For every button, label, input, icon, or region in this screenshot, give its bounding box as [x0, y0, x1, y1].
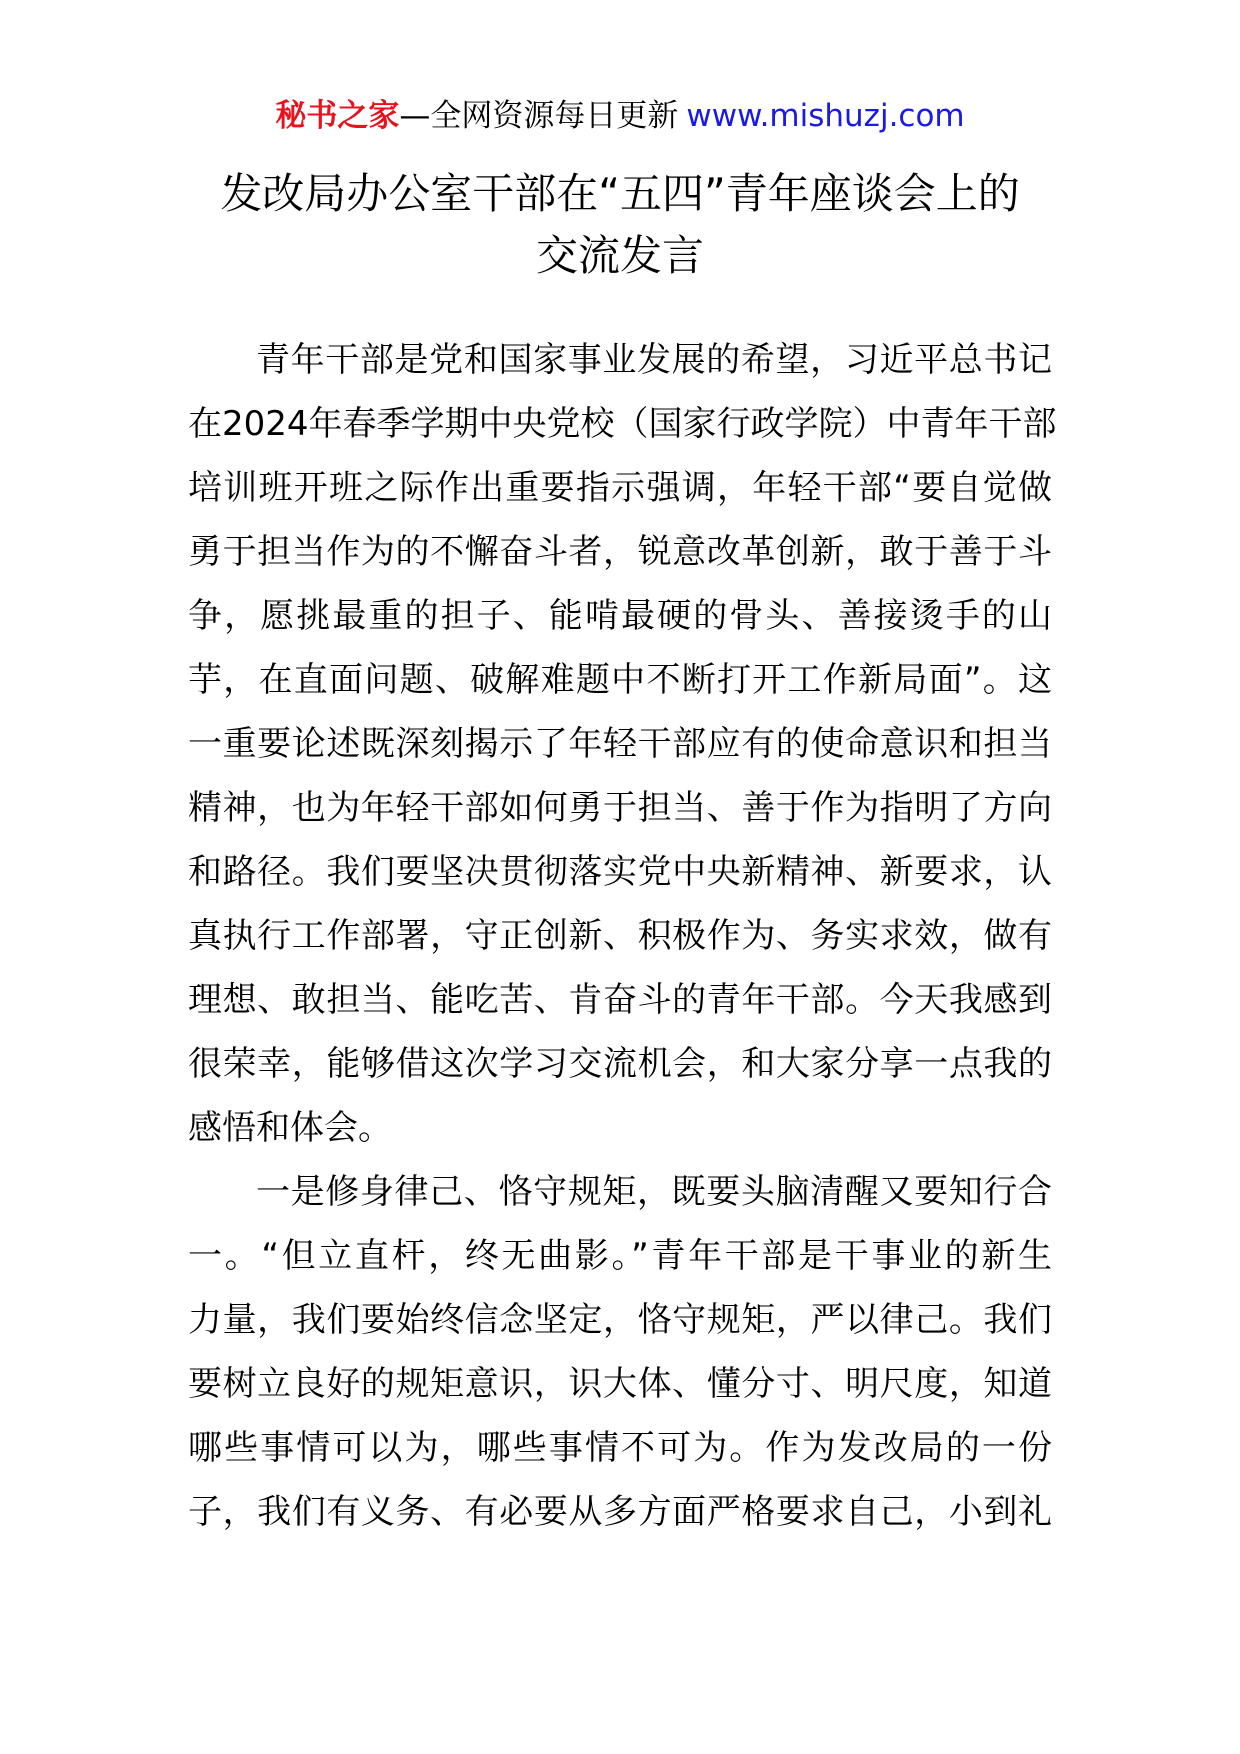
paragraph-2-line-2: 一。“但立直杆，终无曲影。”青年干部是干事业的新生	[188, 1236, 1052, 1276]
paragraph-1-line-10: 真执行工作部署，守正创新、积极作为、务实求效，做有	[188, 916, 1052, 956]
paragraph-2-line-5: 哪些事情可以为，哪些事情不可为。作为发改局的一份	[188, 1428, 1052, 1468]
paragraph-2-line-1: 一是修身律己、恪守规矩，既要头脑清醒又要知行合	[256, 1172, 1052, 1212]
document-title	[0, 163, 1240, 287]
brand-name: 秘书之家	[275, 98, 400, 134]
paragraph-1-line-1: 青年干部是党和国家事业发展的希望，习近平总书记	[256, 340, 1052, 380]
header-tagline: —全网资源每日更新	[399, 98, 679, 134]
paragraph-2-line-6: 子，我们有义务、有必要从多方面严格要求自己，小到礼	[188, 1492, 1052, 1532]
paragraph-1-line-5: 争，愿挑最重的担子、能啃最硬的骨头、善接烫手的山	[188, 596, 1052, 636]
paragraph-1-line-13: 感悟和体会。	[188, 1108, 392, 1148]
site-url-link[interactable]: www.mishuzj.com	[686, 98, 965, 134]
paragraph-1-line-4: 勇于担当作为的不懈奋斗者，锐意改革创新，敢于善于斗	[188, 532, 1052, 572]
paragraph-2-line-3: 力量，我们要始终信念坚定，恪守规矩，严以律己。我们	[188, 1300, 1052, 1340]
paragraph-1-line-2: 在2024年春季学期中央党校（国家行政学院）中青年干部	[188, 404, 1057, 444]
paragraph-1-line-8: 精神，也为年轻干部如何勇于担当、善于作为指明了方向	[188, 788, 1052, 828]
paragraph-1-line-3: 培训班开班之际作出重要指示强调，年轻干部“要自觉做	[188, 468, 1052, 508]
paragraph-1-line-6: 芋，在直面问题、破解难题中不断打开工作新局面”。这	[188, 660, 1052, 700]
site-header	[0, 96, 1240, 136]
paragraph-2-line-4: 要树立良好的规矩意识，识大体、懂分寸、明尺度，知道	[188, 1364, 1052, 1404]
document-body	[188, 328, 1057, 1544]
paragraph-1-line-11: 理想、敢担当、能吃苦、肯奋斗的青年干部。今天我感到	[188, 980, 1052, 1020]
paragraph-1-line-9: 和路径。我们要坚决贯彻落实党中央新精神、新要求，认	[188, 852, 1052, 892]
title-line-1: 发改局办公室干部在“五四”青年座谈会上的	[220, 169, 1020, 218]
paragraph-1-line-12: 很荣幸，能够借这次学习交流机会，和大家分享一点我的	[188, 1044, 1052, 1084]
title-line-2: 交流发言	[535, 231, 704, 280]
paragraph-1-line-7: 一重要论述既深刻揭示了年轻干部应有的使命意识和担当	[188, 724, 1052, 764]
